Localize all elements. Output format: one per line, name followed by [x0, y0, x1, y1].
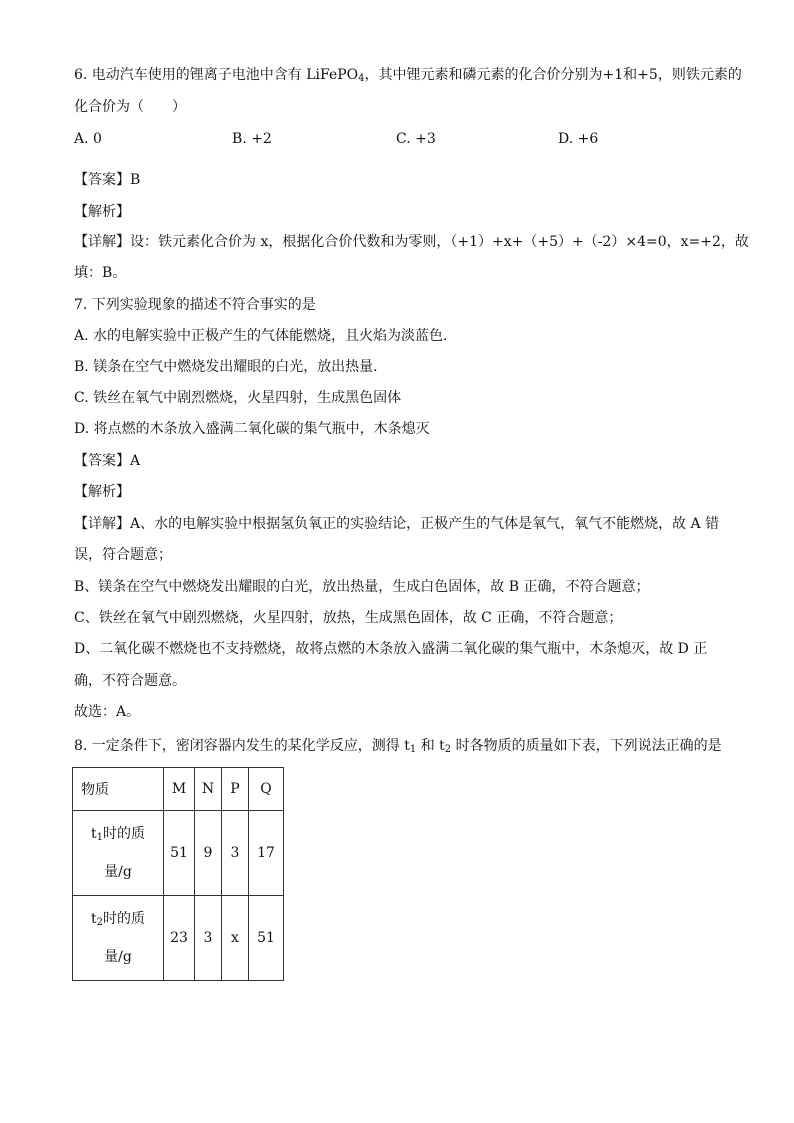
q7-detail-line: 故选：A。 [74, 704, 141, 720]
mass-table [72, 767, 284, 981]
q6-option-b: B. +2 [232, 131, 272, 147]
header-cell-substance: 物质 [73, 768, 164, 811]
q8-stem-text-b: 和 t [416, 738, 445, 754]
header-cell-m: M [164, 768, 195, 811]
q7-option-a: A. 水的电解实验中正极产生的气体能燃烧，且火焰为淡蓝色. [74, 328, 448, 344]
row-label-end: 量/g [104, 864, 132, 880]
header-cell-p: P [222, 768, 249, 811]
row-label-sub: 2 [96, 917, 103, 928]
q7-detail-line: 误，符合题意； [74, 547, 172, 563]
q6-stem-text-a: 6. 电动汽车使用的锂离子电池中含有 LiFePO [74, 67, 359, 83]
table-cell: 3 [195, 896, 222, 981]
q6-detail-line2: 填：B。 [74, 265, 127, 281]
q6-options [74, 124, 724, 155]
q7-option-d: D. 将点燃的木条放入盛满二氧化碳的集气瓶中，木条熄灭 [74, 421, 430, 437]
q7-answer: 【答案】A [74, 453, 141, 469]
table-cell: 51 [249, 896, 284, 981]
q6-answer: 【答案】B [74, 172, 141, 188]
row-label-mid: 时的质 [103, 911, 145, 927]
q7-detail-line: B、镁条在空气中燃烧发出耀眼的白光，放出热量，生成白色固体，故 B 正确，不符合题意； [74, 579, 650, 595]
q7-detail-line: 【详解】A、水的电解实验中根据氢负氧正的实验结论，正极产生的气体是氧气，氧气不能燃烧，故 A 错 [74, 516, 720, 532]
row-label-t1 [73, 811, 164, 896]
header-cell-q: Q [249, 768, 284, 811]
q6-stem-subscript: 4 [358, 73, 365, 84]
q8-stem-text-a: 8. 一定条件下，密闭容器内发生的某化学反应，测得 t [74, 738, 410, 754]
table-cell: 9 [195, 811, 222, 896]
q6-detail-line1: 【详解】设：铁元素化合价为 x，根据化合价代数和为零则，（+1）+x+（+5）+（-2）×4=0，x=+2，故 [74, 234, 749, 250]
q6-option-a: A. 0 [74, 131, 102, 147]
table-cell: 23 [164, 896, 195, 981]
q8-stem-text-c: 时各物质的质量如下表，下列说法正确的是 [451, 738, 722, 754]
q6-analysis-heading: 【解析】 [74, 204, 130, 220]
row-label-t: t [90, 826, 97, 842]
row-label-t: t [90, 911, 97, 927]
q7-detail-line: C、铁丝在氧气中剧烈燃烧，火星四射，放热，生成黑色固体，故 C 正确，不符合题意； [74, 610, 623, 626]
table-cell: 3 [222, 811, 249, 896]
table-row [73, 896, 284, 981]
q8-stem-subscript-2: 2 [444, 744, 452, 755]
q6-stem-line2: 化合价为（ ） [74, 99, 186, 115]
row-label-mid: 时的质 [103, 826, 145, 842]
mass-table-header [73, 768, 284, 811]
header-cell-n: N [195, 768, 222, 811]
table-cell: 17 [249, 811, 284, 896]
q7-option-c: C. 铁丝在氧气中剧烈燃烧，火星四射，生成黑色固体 [74, 390, 402, 406]
q6-option-c: C. +3 [396, 131, 436, 147]
q7-analysis-heading: 【解析】 [74, 484, 130, 500]
row-label-t2 [73, 896, 164, 981]
q7-stem: 7. 下列实验现象的描述不符合事实的是 [74, 297, 316, 313]
row-label-end: 量/g [104, 949, 132, 965]
row-label-sub: 1 [96, 832, 103, 843]
table-row [73, 811, 284, 896]
q6-stem [74, 60, 742, 94]
q6-option-d: D. +6 [558, 131, 599, 147]
q7-detail-line: 确，不符合题意。 [74, 673, 186, 689]
q6-stem-text-b: ，其中锂元素和磷元素的化合价分别为+1和+5，则铁元素的 [364, 67, 742, 83]
q7-option-b: B. 镁条在空气中燃烧发出耀眼的白光，放出热量. [74, 359, 378, 375]
q7-detail-line: D、二氧化碳不燃烧也不支持燃烧，故将点燃的木条放入盛满二氧化碳的集气瓶中，木条熄灭，故 D 正 [74, 641, 708, 657]
table-cell: 51 [164, 811, 195, 896]
q8-stem-subscript-1: 1 [409, 744, 417, 755]
table-cell: x [222, 896, 249, 981]
q8-stem [74, 731, 724, 765]
